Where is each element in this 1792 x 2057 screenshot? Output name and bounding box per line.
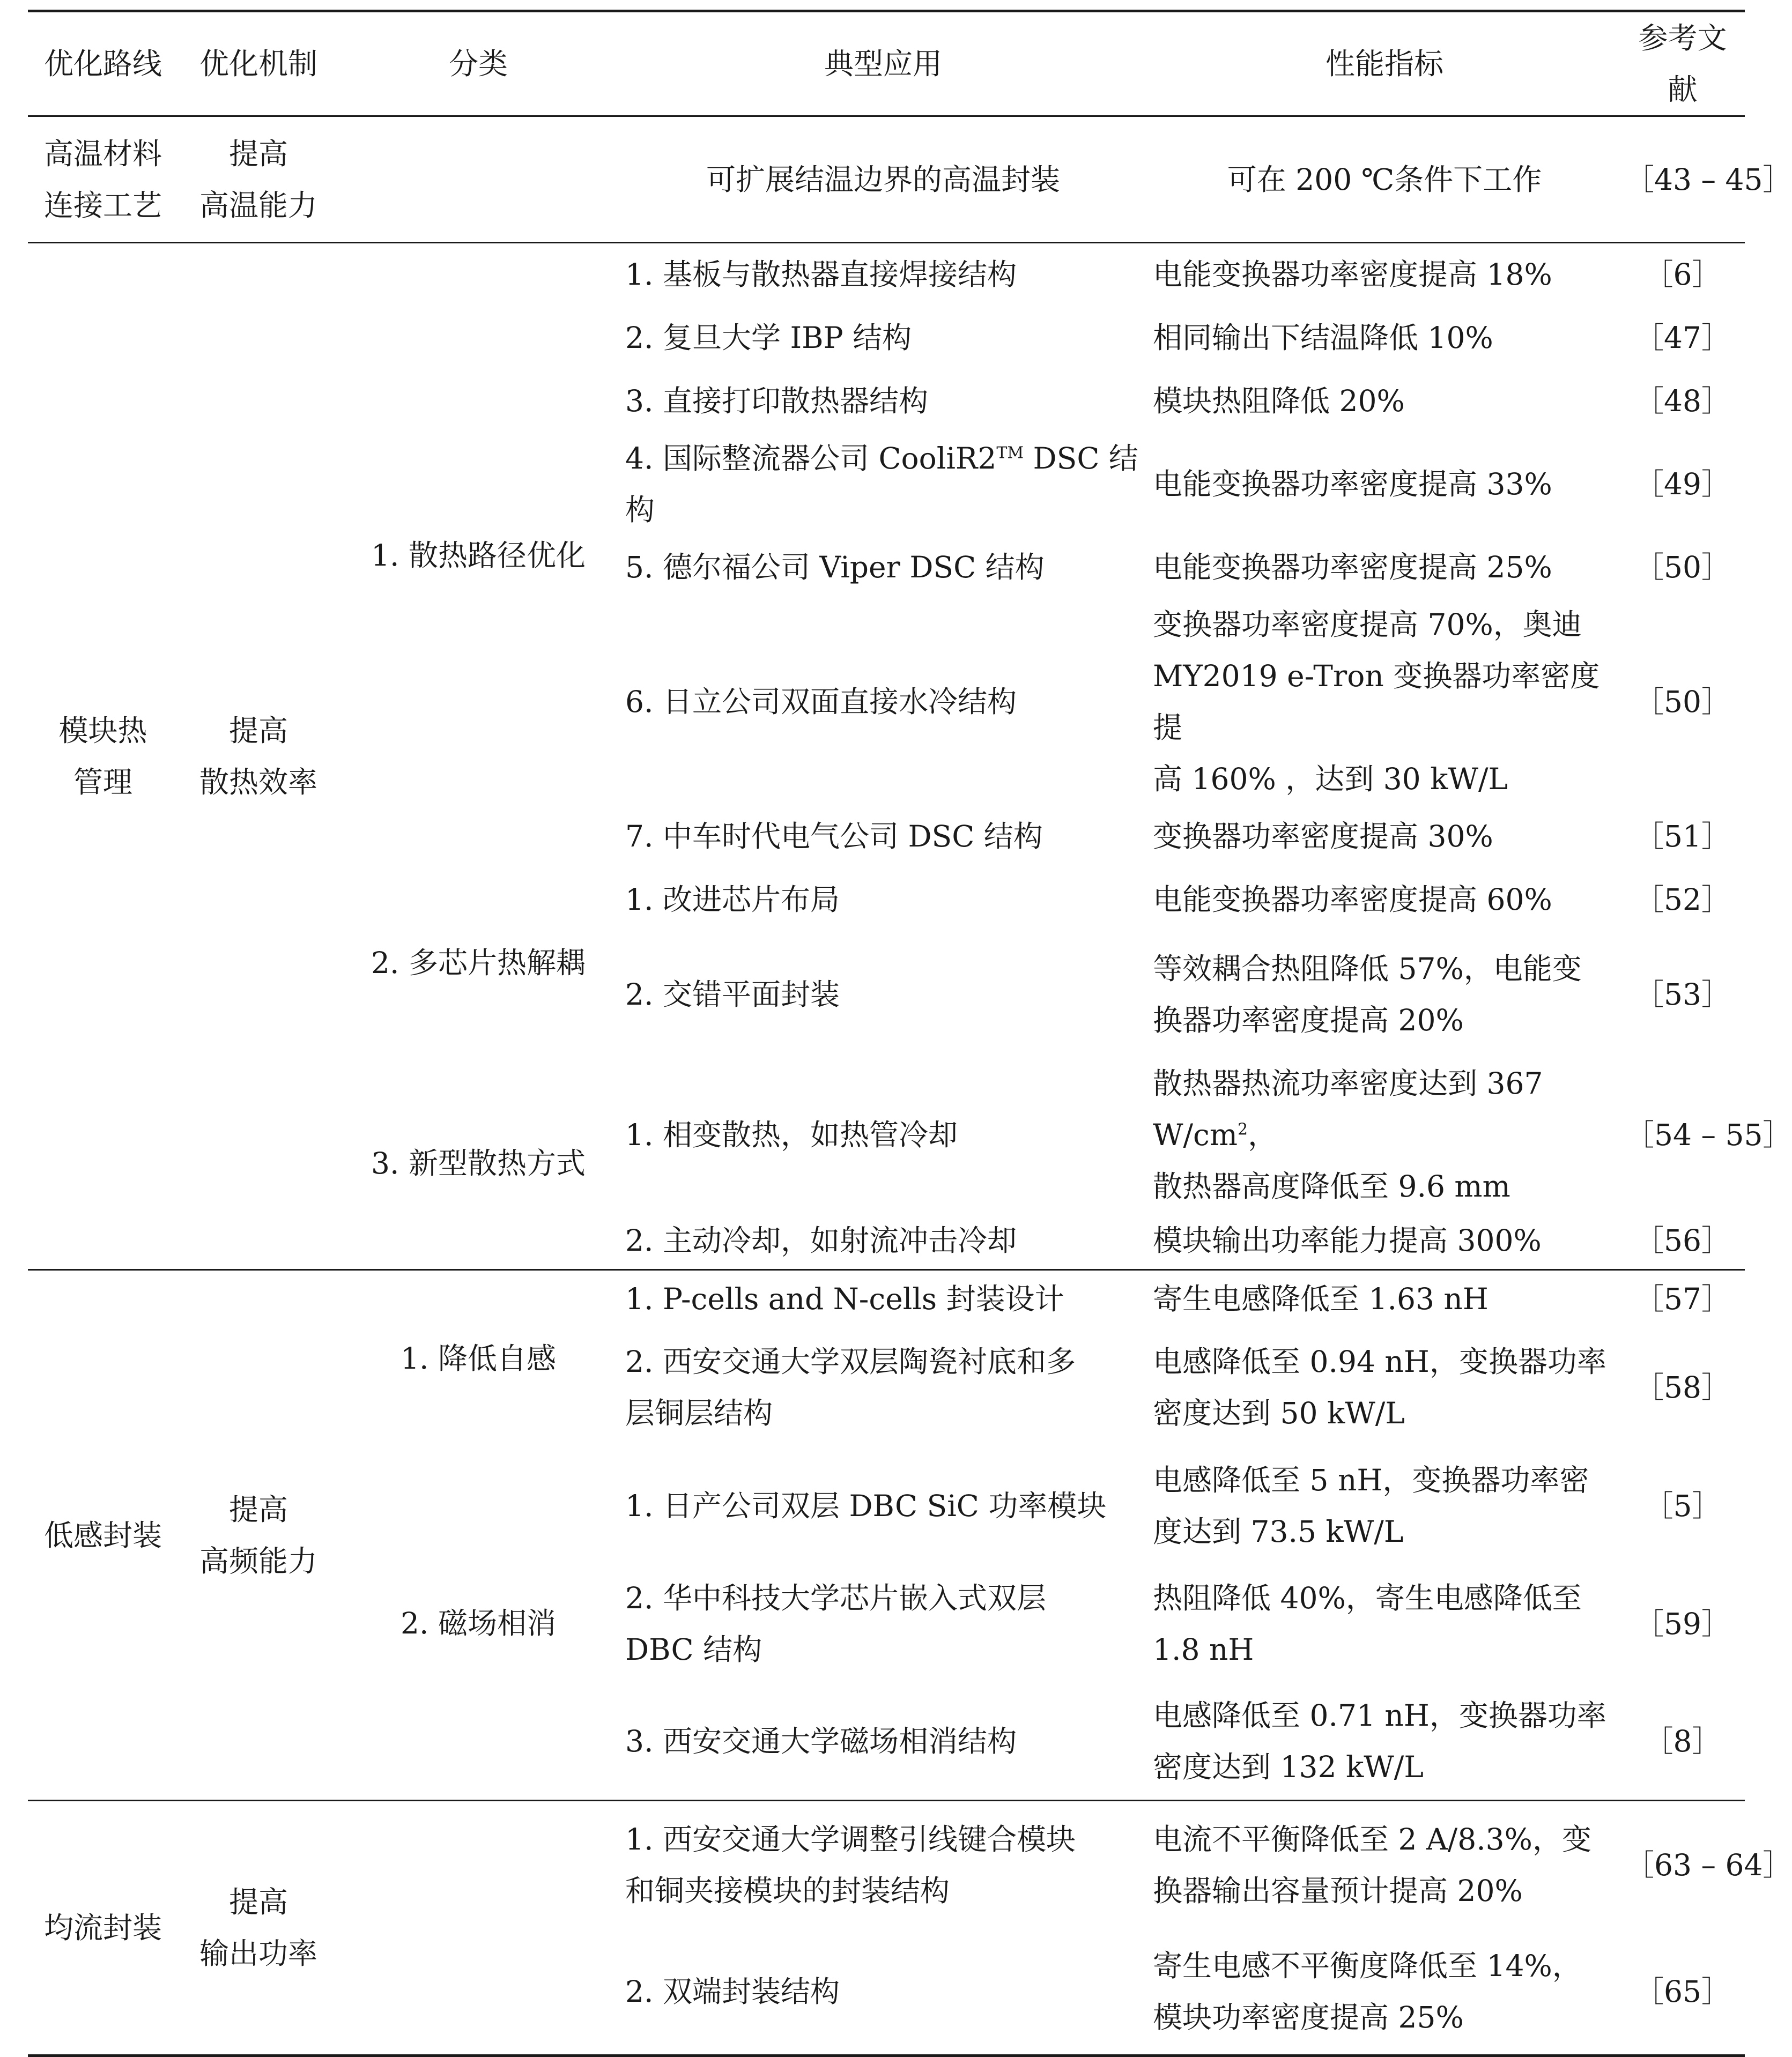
reference-cell: ［53］ <box>1634 977 1731 1012</box>
mechanism-line: 高温能力 <box>199 188 317 222</box>
performance-cell: 变换器功率密度提高 30% <box>1153 819 1493 853</box>
application-cell: 1. P-cells and N-cells 封装设计 <box>618 1270 1149 1328</box>
performance-cell: 电能变换器功率密度提高 33% <box>1153 466 1552 501</box>
performance-cell <box>1149 1929 1620 2056</box>
header-category: 分类 <box>339 11 618 116</box>
performance-cell: 电能变换器功率密度提高 18% <box>1149 243 1620 306</box>
performance-line: 电感降低至 0.71 nH，变换器功率 <box>1153 1698 1606 1733</box>
performance-line: 热阻降低 40%，寄生电感降低至 <box>1153 1580 1582 1615</box>
mechanism-line: 提高 <box>228 713 288 748</box>
performance-line: 度达到 73.5 kW/L <box>1153 1514 1404 1549</box>
application-cell: 1. 日产公司双层 DBC SiC 功率模块 <box>625 1488 1107 1523</box>
category-cell <box>339 116 618 243</box>
application-cell <box>618 1565 1149 1683</box>
table-row <box>28 243 1745 306</box>
performance-cell <box>1149 1447 1620 1565</box>
performance-line: 散热器高度降低至 9.6 mm <box>1153 1169 1510 1204</box>
table-row <box>28 1270 1745 1328</box>
application-cell: 1. 基板与散热器直接焊接结构 <box>618 243 1149 306</box>
performance-cell <box>1149 1328 1620 1447</box>
performance-cell <box>1149 1565 1620 1683</box>
performance-cell <box>1149 599 1620 805</box>
route-line: 连接工艺 <box>43 188 162 222</box>
performance-cell: 模块输出功率能力提高 300% <box>1153 1223 1542 1258</box>
application-cell <box>618 433 1149 536</box>
application-line: 层铜层结构 <box>625 1395 773 1430</box>
performance-cell <box>1149 1801 1620 1929</box>
route-line: 管理 <box>73 764 132 799</box>
application-cell: 5. 德尔福公司 Viper DSC 结构 <box>625 549 1045 584</box>
application-cell: 可扩展结温边界的高温封装 <box>618 116 1149 243</box>
header-application: 典型应用 <box>618 11 1149 116</box>
reference-cell: ［47］ <box>1634 320 1731 355</box>
performance-cell: 寄生电感降低至 1.63 nH <box>1149 1270 1620 1328</box>
application-cell: 3. 西安交通大学磁场相消结构 <box>625 1724 1017 1758</box>
performance-line: 电感降低至 5 nH，变换器功率密 <box>1153 1462 1589 1497</box>
performance-cell <box>1149 931 1620 1058</box>
performance-line: 高 160% ，达到 30 kW/L <box>1153 761 1508 796</box>
performance-line: 寄生电感不平衡度降低至 14%， <box>1153 1949 1582 1984</box>
route-cell: 低感封装 <box>28 1270 178 1801</box>
category-cell <box>339 1801 618 2056</box>
performance-cell: 可在 200 ℃条件下工作 <box>1149 116 1620 243</box>
app-text: DSC 结构 <box>625 441 1138 527</box>
mechanism-cell <box>178 243 339 1270</box>
application-line: 1. 西安交通大学调整引线键合模块 <box>625 1822 1076 1857</box>
reference-cell: ［58］ <box>1634 1370 1731 1405</box>
reference-cell: ［5］ <box>1643 1488 1722 1523</box>
performance-line: 电流不平衡降低至 2 A/8.3%，变 <box>1153 1822 1591 1857</box>
performance-line: 换器输出容量预计提高 20% <box>1153 1874 1523 1909</box>
mechanism-line: 输出功率 <box>199 1936 317 1971</box>
reference-cell: ［43 – 45］ <box>1620 116 1745 243</box>
app-text: 4. 国际整流器公司 CooliR2 <box>625 441 997 476</box>
performance-cell: 模块热阻降低 20% <box>1153 383 1405 418</box>
application-cell <box>618 1328 1149 1447</box>
header-performance: 性能指标 <box>1149 11 1620 116</box>
category-cell: 1. 降低自感 <box>339 1270 618 1447</box>
reference-cell: ［8］ <box>1643 1724 1722 1758</box>
application-cell: 6. 日立公司双面直接水冷结构 <box>625 684 1017 719</box>
performance-line: 变换器功率密度提高 70%，奥迪 <box>1153 607 1582 642</box>
performance-line: 换器功率密度提高 20% <box>1153 1002 1464 1037</box>
performance-line: 1.8 nH <box>1153 1632 1254 1667</box>
performance-cell <box>1149 1683 1620 1801</box>
category-cell: 2. 磁场相消 <box>401 1606 556 1640</box>
reference-cell: ［57］ <box>1620 1270 1745 1328</box>
performance-line <box>1153 1058 1616 1161</box>
application-cell: 3. 直接打印散热器结构 <box>625 383 928 418</box>
superscript: 2 <box>1238 1120 1248 1139</box>
performance-cell <box>1149 1058 1620 1212</box>
mechanism-cell <box>178 1801 339 2056</box>
mechanism-line: 散热效率 <box>199 764 317 799</box>
route-line: 高温材料 <box>43 136 162 171</box>
route-cell: 均流封装 <box>28 1801 178 2056</box>
header-row <box>28 11 1745 116</box>
application-cell: 1. 相变散热，如热管冷却 <box>625 1117 958 1152</box>
application-line: 2. 西安交通大学双层陶瓷衬底和多 <box>625 1344 1076 1379</box>
performance-cell: 电能变换器功率密度提高 25% <box>1153 549 1552 584</box>
route-line: 模块热 <box>58 713 147 748</box>
reference-cell: ［50］ <box>1634 684 1731 719</box>
header-reference: 参考文献 <box>1620 11 1745 116</box>
performance-text: 散热器热流功率密度达到 367 W/cm <box>1153 1066 1543 1152</box>
table-row <box>28 116 1745 243</box>
category-cell: 3. 新型散热方式 <box>371 1146 586 1180</box>
application-line: 2. 华中科技大学芯片嵌入式双层 <box>625 1580 1046 1615</box>
performance-line: 密度达到 132 kW/L <box>1153 1749 1424 1784</box>
performance-line: 密度达到 50 kW/L <box>1153 1395 1405 1430</box>
reference-cell: ［6］ <box>1620 243 1745 306</box>
reference-cell: ［52］ <box>1634 882 1731 917</box>
comparison-table <box>28 10 1792 2057</box>
reference-cell: ［65］ <box>1620 1929 1745 2056</box>
reference-cell: ［54 – 55］ <box>1625 1117 1792 1152</box>
route-cell <box>28 243 178 1270</box>
header-mechanism: 优化机制 <box>178 11 339 116</box>
reference-cell: ［48］ <box>1634 383 1731 418</box>
performance-cell: 相同输出下结温降低 10% <box>1153 320 1493 355</box>
performance-line: 电感降低至 0.94 nH，变换器功率 <box>1153 1344 1606 1379</box>
application-cell: 2. 双端封装结构 <box>618 1929 1149 2056</box>
application-cell: 2. 交错平面封装 <box>625 977 840 1012</box>
application-cell: 2. 主动冷却，如射流冲击冷却 <box>625 1223 1017 1258</box>
route-cell <box>28 116 178 243</box>
performance-cell: 电能变换器功率密度提高 60% <box>1153 882 1552 917</box>
reference-cell: ［59］ <box>1634 1606 1731 1641</box>
reference-cell: ［56］ <box>1634 1223 1731 1258</box>
application-cell: 7. 中车时代电气公司 DSC 结构 <box>625 819 1043 853</box>
mechanism-line: 高频能力 <box>199 1543 317 1578</box>
category-cell: 1. 散热路径优化 <box>339 243 618 868</box>
mechanism-cell <box>178 116 339 243</box>
application-line: 和铜夹接模块的封装结构 <box>625 1874 950 1909</box>
performance-line: MY2019 e-Tron 变换器功率密度提 <box>1153 658 1600 745</box>
application-cell: 2. 复旦大学 IBP 结构 <box>625 320 912 355</box>
performance-line: 等效耦合热阻降低 57%，电能变 <box>1153 951 1582 986</box>
reference-cell: ［49］ <box>1634 466 1731 501</box>
mechanism-line: 提高 <box>228 1885 288 1919</box>
mechanism-line: 提高 <box>228 1492 288 1527</box>
mechanism-cell <box>178 1270 339 1801</box>
table-row <box>28 1801 1745 1929</box>
performance-text: ， <box>1248 1117 1278 1152</box>
application-line: DBC 结构 <box>625 1632 762 1667</box>
trademark-mark: TM <box>996 443 1024 463</box>
reference-cell: ［51］ <box>1634 819 1731 853</box>
performance-line: 模块功率密度提高 25% <box>1153 2000 1464 2035</box>
header-route: 优化路线 <box>28 11 178 116</box>
category-cell: 2. 多芯片热解耦 <box>371 945 586 980</box>
reference-cell: ［50］ <box>1634 549 1731 584</box>
application-cell: 1. 改进芯片布局 <box>625 882 840 917</box>
reference-cell: ［63 – 64］ <box>1620 1801 1745 1929</box>
mechanism-line: 提高 <box>228 136 288 171</box>
application-cell <box>618 1801 1149 1929</box>
